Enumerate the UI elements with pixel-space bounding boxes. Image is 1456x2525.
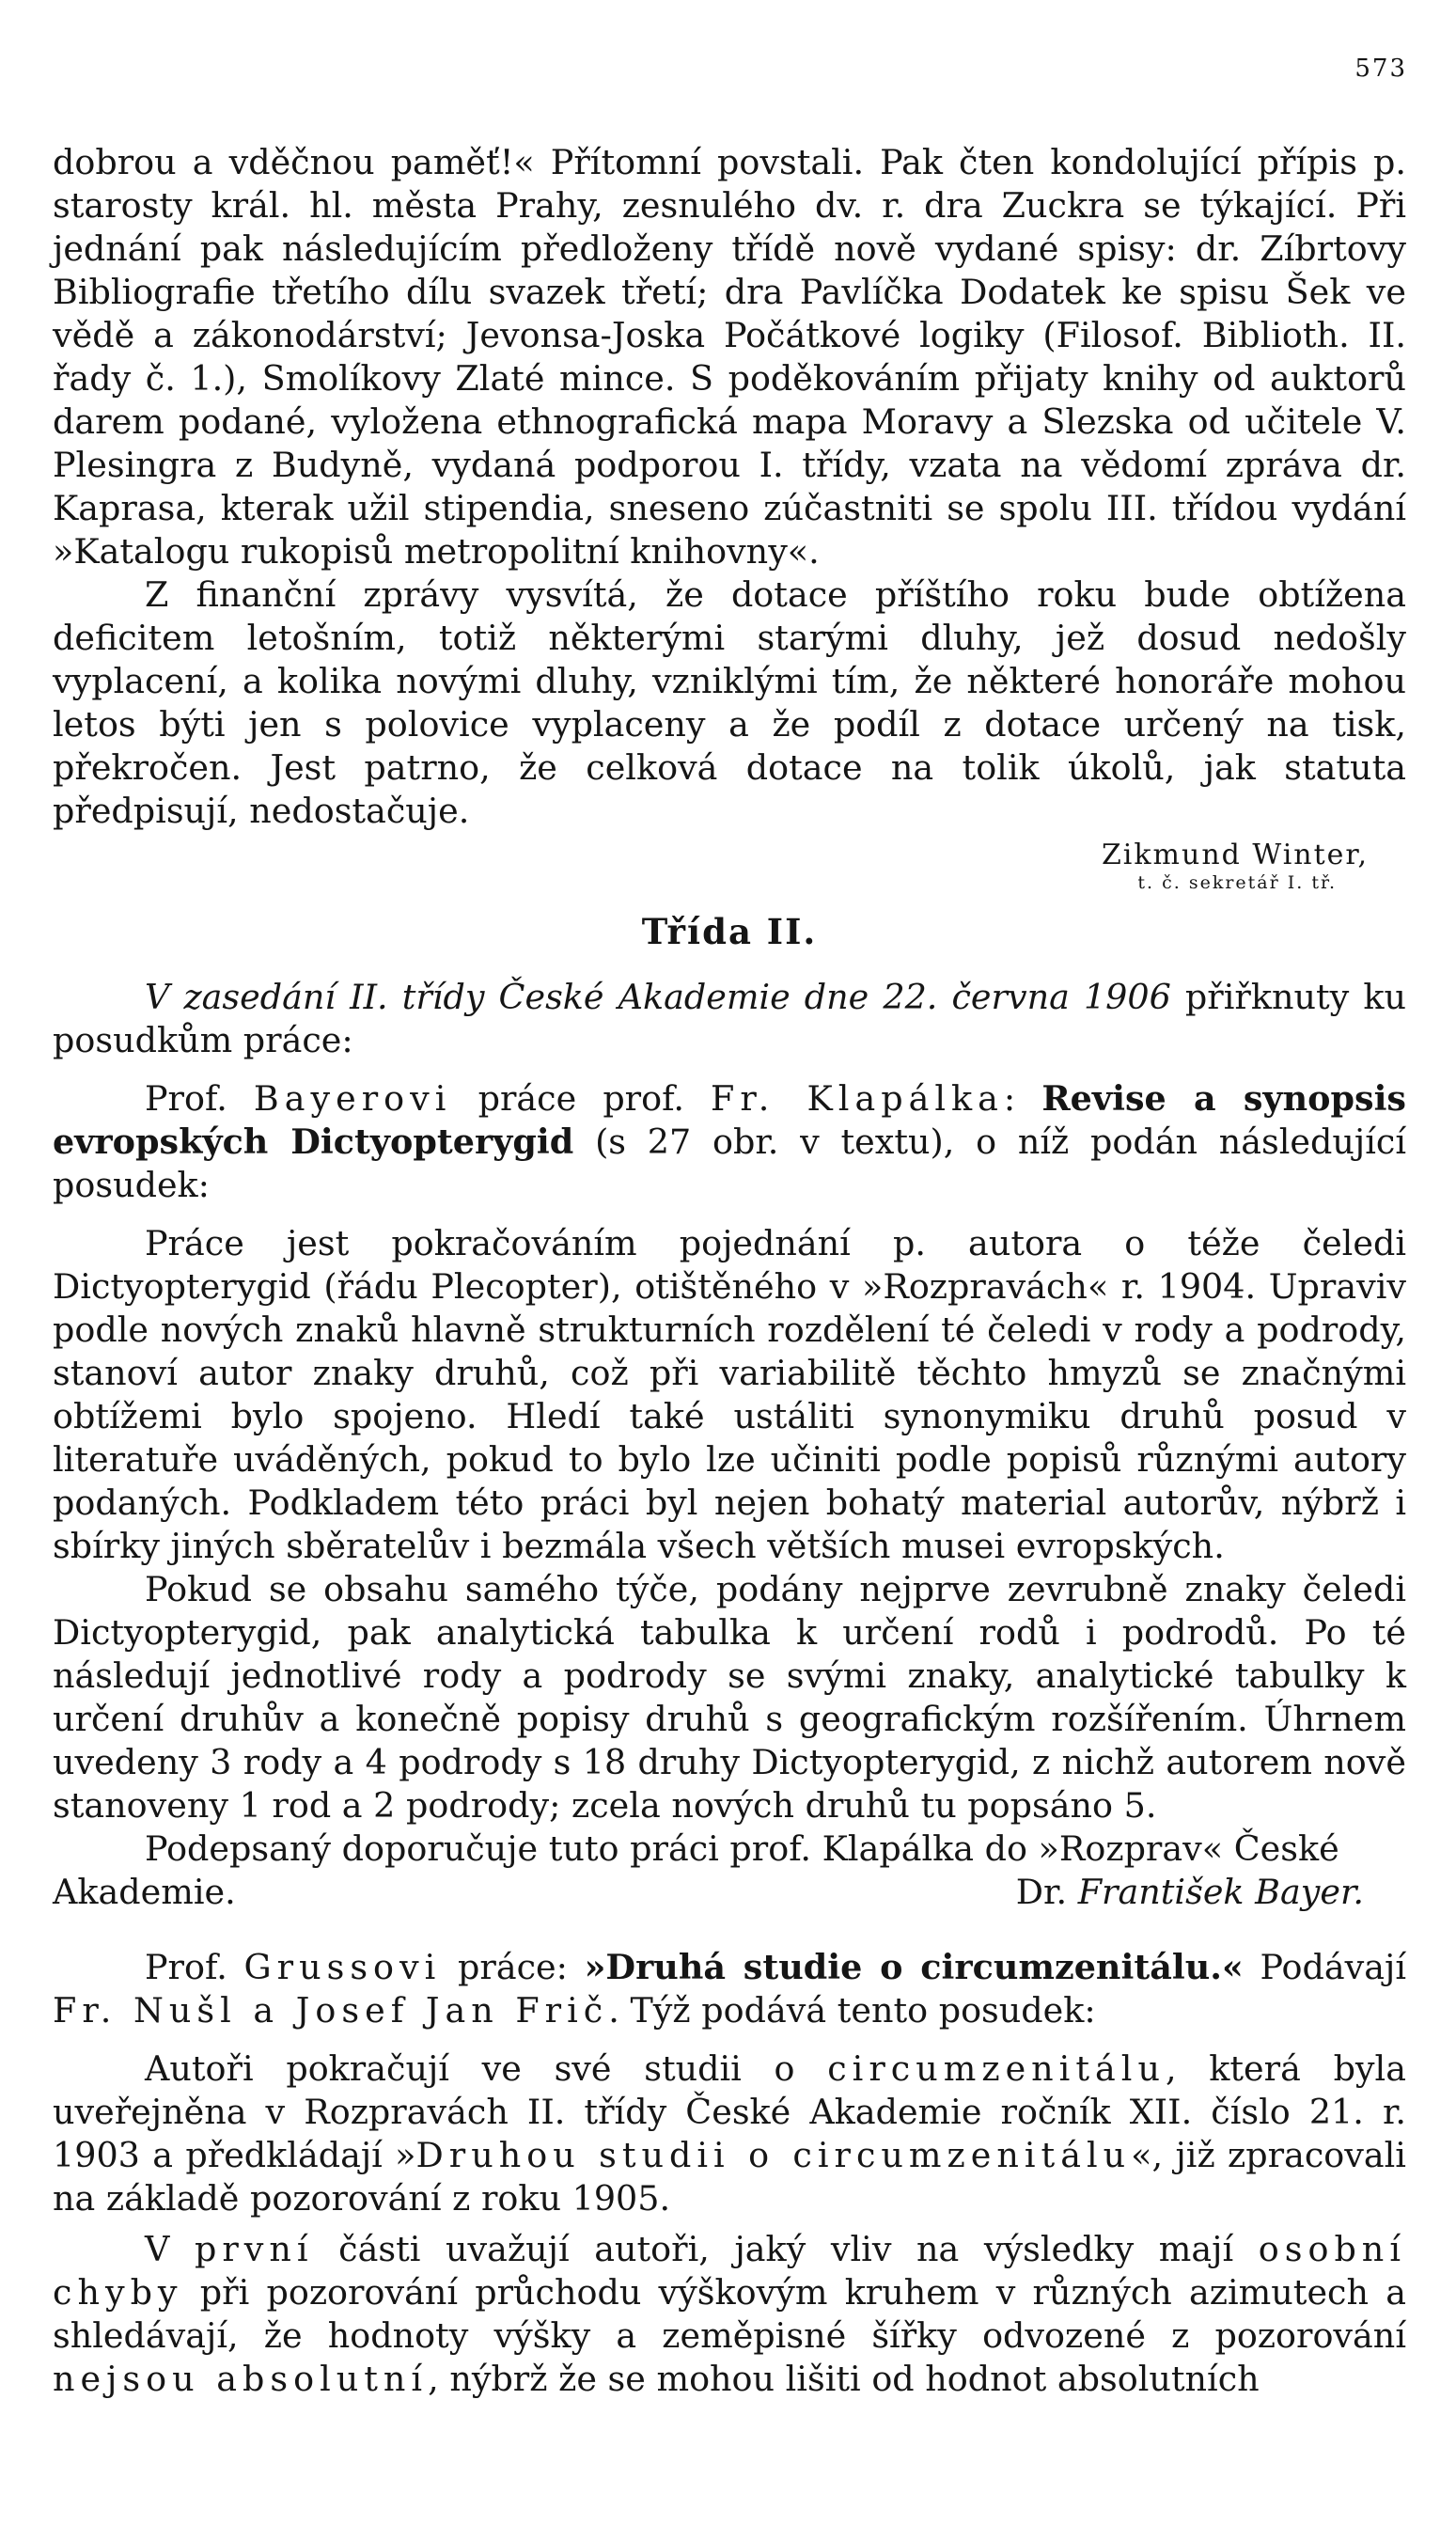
work-title-2: »Druhá studie o circumzenitálu.« — [584, 1947, 1244, 1987]
recommendation-signoff: Akademie. Dr. František Bayer. — [53, 1871, 1406, 1914]
session-date-italic: V zasedání II. třídy České Akademie dne 22. června 1906 — [145, 977, 1171, 1017]
page-body — [53, 141, 1406, 2401]
paragraph-review-1a: Práce jest pokračováním pojednání p. autora o téže čeledi Dictyopterygid (řádu Plecopter), otištěného v »Rozpravách« r. 1904. Upraviv podle nových znaků hlavně strukturních rozdělení té čeledi v rody a podrody, stanoví autor znaky druhů, což při variabilitě těchto hmyzů se značnými obtížemi bylo spojeno. Hledí také ustáliti synonymiku druhů posud v literatuře uváděných, pokud to bylo lze učiniti podle popisů různými autory podaných. Podkladem této práci byl nejen bohatý material autorův, nýbrž i sbírky jiných sběratelův i bezmála všech větších musei evropských. — [53, 1223, 1406, 1566]
page-number: 573 — [1354, 55, 1407, 83]
paragraph-review-assignment-2: Prof. Grussovi práce: »Druhá studie o circumzenitálu.« Podávají Fr. Nušl a Josef Jan Frič. Týž podává tento posudek: — [53, 1947, 1406, 2031]
reviewer-name: Bayerovi — [253, 1078, 452, 1119]
work-author: Fr. Klapálka — [711, 1078, 1004, 1119]
section-heading: Třída II. — [641, 911, 818, 952]
paragraph-session-minutes: dobrou a vděčnou paměť!« Přítomní povstali. Pak čten kondolující přípis p. starosty král. hl. města Prahy, zesnulého dv. r. dra Zuckra se týkající. Při jednání pak následujícím předloženy třídě nově vydané spisy: dr. Zíbrtovy Bibliografie třetího dílu svazek třetí; dra Pavlíčka Dodatek ke spisu Šek ve vědě a zákonodárství; Jevonsa-Joska Počátkové logiky (Filosof. Biblioth. II. řady č. 1.), Smolíkovy Zlaté mince. S poděkováním přijaty knihy od auktorů darem podané, vyložena ethnografická mapa Moravy a Slezska od učitele V. Plesingra z Budyně, vydaná podporou I. třídy, vzata na vědomí zpráva dr. Kaprasa, kterak užil stipendia, sneseno zúčastniti se spolu III. třídou vydání »Katalogu rukopisů metropolitní knihovny«. — [53, 142, 1406, 572]
paragraph-review-2b: V první části uvažují autoři, jaký vliv na výsledky mají osobní chyby při pozorování průchodu výškovým kruhem v různých azimutech a shledávají, že hodnoty výšky a zeměpisné šířky odvozené z pozorování nejsou absolutní, nýbrž že se mohou lišiti od hodnot absolutních — [53, 2229, 1406, 2399]
paragraph-financial-report: Z finanční zprávy vysvítá, že dotace příštího roku bude obtížena deficitem letošním, totiž některými starými dluhy, jež dosud nedošly vyplacení, a kolika novými dluhy, vzniklými tím, že některé honoráře mohou letos býti jen s polovice vyplaceny a že podíl z dotace určený na tisk, překročen. Jest patrno, že celková dotace na tolik úkolů, jak statuta předpisují, nedostačuje. — [53, 574, 1406, 831]
work-authors-2: Fr. Nušl a Josef Jan Frič — [53, 1990, 609, 2031]
signature-role: t. č. sekretář I. tř. — [1137, 872, 1337, 893]
paragraph-review-2a: Autoři pokračují ve své studii o circumzenitálu, která byla uveřejněna v Rozpravách II. třídy České Akademie ročník XII. číslo 21. r. 1903 a předkládají »Druhou studii o circumzenitálu«, již zpracovali na základě pozorování z roku 1905. — [53, 2048, 1406, 2219]
signature-name: Zikmund Winter, — [1101, 839, 1369, 871]
paragraph-session-intro: V zasedání II. třídy České Akademie dne 22. června 1906 přiřknuty ku posudkům práce: — [53, 977, 1406, 1060]
paragraph-recommendation: Podepsaný doporučuje tuto práci prof. Klapálka do »Rozprav« České — [145, 1828, 1339, 1869]
signature-secretary — [53, 839, 1369, 893]
signature-bayer: Dr. František Bayer. — [1015, 1872, 1364, 1912]
work-title: Revise a synopsis evropských Dictyopterygid — [53, 1078, 1406, 1162]
reviewer-name-2: Grussovi — [243, 1947, 442, 1987]
paragraph-review-assignment-1: Prof. Bayerovi práce prof. Fr. Klapálka: Revise a synopsis evropských Dictyopterygid (s 27 obr. v textu), o níž podán následující posudek: — [53, 1078, 1406, 1205]
paragraph-review-1b: Pokud se obsahu samého týče, podány nejprve zevrubně znaky čeledi Dictyopterygid, pak analytická tabulka k určení rodů i podrodů. Po té následují jednotlivé rody a podrody se svými znaky, analytické tabulky k určení druhův a konečně popisy druhů s geografickým rozšířením. Úhrnem uvedeny 3 rody a 4 podrody s 18 druhy Dictyopterygid, z nichž autorem nově stanoveny 1 rod a 2 podrody; zcela nových druhů tu popsáno 5. — [53, 1569, 1406, 1826]
